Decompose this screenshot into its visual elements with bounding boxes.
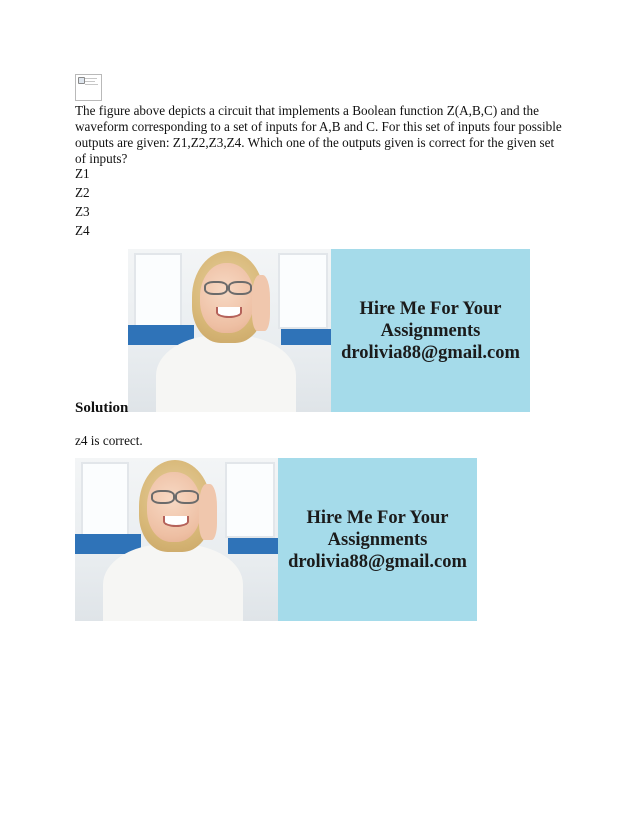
advert-banner bbox=[128, 249, 530, 412]
advert-email: drolivia88@gmail.com bbox=[288, 551, 467, 572]
advert-text-panel bbox=[331, 249, 530, 412]
advert-line-2: Assignments bbox=[380, 320, 481, 341]
advert-line-1: Hire Me For Your bbox=[359, 298, 502, 319]
advert-line-1: Hire Me For Your bbox=[306, 507, 449, 528]
woman-photo bbox=[128, 249, 331, 412]
question-text: The figure above depicts a circuit that implements a Boolean function Z(A,B,C) and the waveform corresponding to a set of inputs for A,B and C. For this set of inputs four possible outputs are given: Z1,Z2,Z3,Z4. Which one of the outputs given is correct for the given set of inputs? bbox=[75, 103, 562, 166]
solution-answer: z4 is correct. bbox=[75, 433, 143, 448]
advert-text-panel bbox=[278, 458, 477, 621]
advert-email: drolivia88@gmail.com bbox=[341, 342, 520, 363]
broken-image-icon bbox=[75, 74, 102, 101]
option-item: Z2 bbox=[75, 185, 90, 200]
option-item: Z3 bbox=[75, 204, 90, 219]
solution-heading: Solution bbox=[75, 400, 129, 416]
option-item: Z4 bbox=[75, 223, 90, 238]
advert-line-2: Assignments bbox=[327, 529, 428, 550]
image-placeholder-glyph bbox=[78, 77, 85, 84]
option-item: Z1 bbox=[75, 166, 90, 181]
option-list bbox=[75, 166, 90, 242]
advert-banner bbox=[75, 458, 477, 621]
woman-photo bbox=[75, 458, 278, 621]
